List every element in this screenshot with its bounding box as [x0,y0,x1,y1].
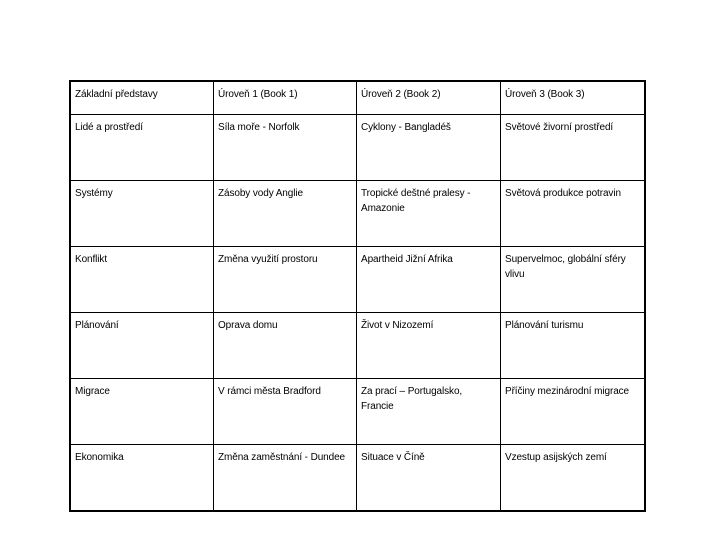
table-row [71,445,645,511]
row-level-2-cell: Situace v Číně [357,445,501,511]
row-concept-cell: Migrace [71,379,214,445]
table-row [71,115,645,181]
row-concept-cell: Ekonomika [71,445,214,511]
table-row [71,247,645,313]
row-level-1-cell: Zásoby vody Anglie [214,181,357,247]
table-row [71,379,645,445]
header-cell-level-1: Úroveň 1 (Book 1) [214,82,357,115]
row-level-1-cell: V rámci města Bradford [214,379,357,445]
row-level-2-cell: Apartheid Jižní Afrika [357,247,501,313]
row-concept-cell: Konflikt [71,247,214,313]
header-cell-basic-concepts: Základní představy [71,82,214,115]
row-level-3-cell: Příčiny mezinárodní migrace [501,379,645,445]
row-level-3-cell: Světová produkce potravin [501,181,645,247]
row-level-1-cell: Síla moře - Norfolk [214,115,357,181]
table-row [71,181,645,247]
row-concept-cell: Lidé a prostředí [71,115,214,181]
header-cell-level-2: Úroveň 2 (Book 2) [357,82,501,115]
row-level-3-cell: Vzestup asijských zemí [501,445,645,511]
row-concept-cell: Plánování [71,313,214,379]
curriculum-table [70,81,645,511]
table-row [71,313,645,379]
row-level-3-cell: Světové živorní prostředí [501,115,645,181]
row-concept-cell: Systémy [71,181,214,247]
header-cell-level-3: Úroveň 3 (Book 3) [501,82,645,115]
table-header-row [71,82,645,115]
row-level-2-cell: Za prací – Portugalsko, Francie [357,379,501,445]
row-level-2-cell: Cyklony - Bangladéš [357,115,501,181]
row-level-1-cell: Změna zaměstnání - Dundee [214,445,357,511]
row-level-1-cell: Změna využití prostoru [214,247,357,313]
row-level-1-cell: Oprava domu [214,313,357,379]
row-level-2-cell: Tropické deštné pralesy - Amazonie [357,181,501,247]
row-level-3-cell: Plánování turismu [501,313,645,379]
row-level-2-cell: Život v Nizozemí [357,313,501,379]
row-level-3-cell: Supervelmoc, globální sféry vlivu [501,247,645,313]
